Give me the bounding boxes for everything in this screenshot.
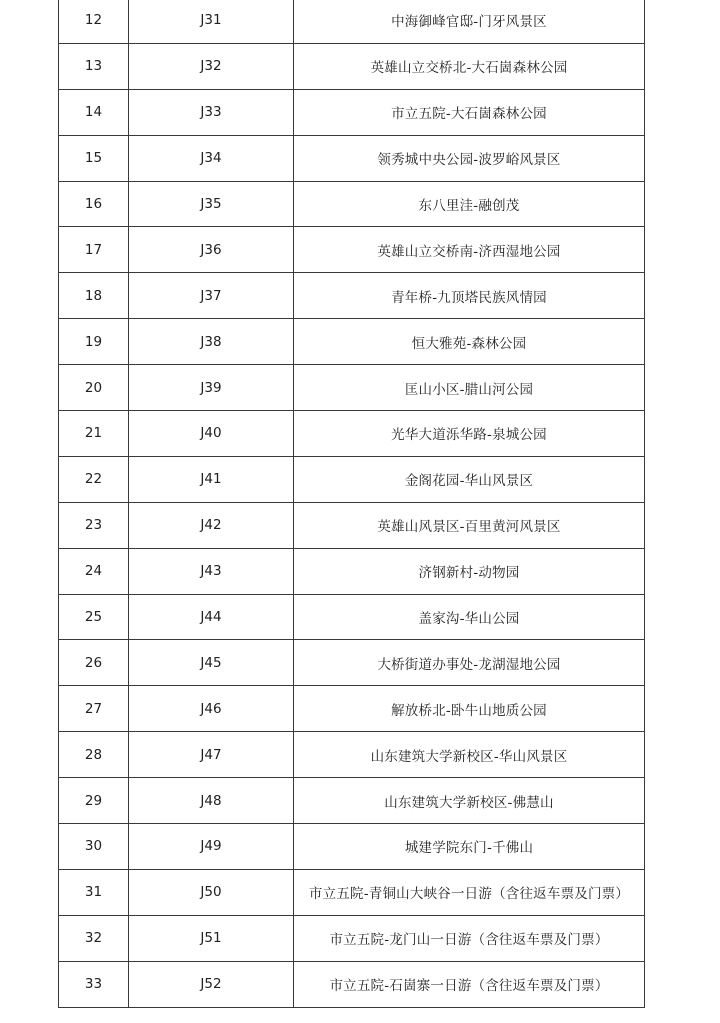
table-row	[59, 273, 645, 319]
row-number: 26	[59, 640, 129, 686]
route-code: J43	[129, 548, 294, 594]
table-row	[59, 869, 645, 915]
row-number: 33	[59, 961, 129, 1007]
row-number: 31	[59, 869, 129, 915]
row-number: 22	[59, 456, 129, 502]
route-name: 匡山小区-腊山河公园	[294, 365, 645, 411]
route-name: 解放桥北-卧牛山地质公园	[294, 686, 645, 732]
table-row	[59, 319, 645, 365]
route-name: 东八里洼-融创茂	[294, 181, 645, 227]
row-number: 28	[59, 732, 129, 778]
route-name: 济钢新村-动物园	[294, 548, 645, 594]
table-row	[59, 594, 645, 640]
route-code: J51	[129, 915, 294, 961]
table-row	[59, 89, 645, 135]
table-row	[59, 227, 645, 273]
row-number: 20	[59, 365, 129, 411]
route-table-body	[59, 0, 645, 1007]
route-name: 恒大雅苑-森林公园	[294, 319, 645, 365]
table-row	[59, 456, 645, 502]
route-name: 山东建筑大学新校区-佛慧山	[294, 778, 645, 824]
route-code: J46	[129, 686, 294, 732]
route-name: 英雄山风景区-百里黄河风景区	[294, 502, 645, 548]
row-number: 30	[59, 824, 129, 870]
route-table-container	[58, 0, 658, 1023]
route-code: J36	[129, 227, 294, 273]
route-code: J49	[129, 824, 294, 870]
table-row	[59, 0, 645, 43]
row-number: 15	[59, 135, 129, 181]
table-row	[59, 686, 645, 732]
route-code: J42	[129, 502, 294, 548]
route-code: J41	[129, 456, 294, 502]
table-row	[59, 365, 645, 411]
row-number: 14	[59, 89, 129, 135]
row-number: 27	[59, 686, 129, 732]
route-code: J37	[129, 273, 294, 319]
row-number: 21	[59, 411, 129, 457]
table-row	[59, 43, 645, 89]
route-code: J35	[129, 181, 294, 227]
route-code: J52	[129, 961, 294, 1007]
route-code: J33	[129, 89, 294, 135]
table-row	[59, 915, 645, 961]
route-code: J39	[129, 365, 294, 411]
row-number: 32	[59, 915, 129, 961]
route-name: 领秀城中央公园-波罗峪风景区	[294, 135, 645, 181]
table-row	[59, 411, 645, 457]
table-row	[59, 135, 645, 181]
route-code: J44	[129, 594, 294, 640]
row-number: 19	[59, 319, 129, 365]
route-name: 光华大道泺华路-泉城公园	[294, 411, 645, 457]
route-name: 青年桥-九顶塔民族风情园	[294, 273, 645, 319]
table-row	[59, 502, 645, 548]
row-number: 17	[59, 227, 129, 273]
table-row	[59, 548, 645, 594]
row-number: 12	[59, 0, 129, 43]
row-number: 13	[59, 43, 129, 89]
route-code: J45	[129, 640, 294, 686]
route-name: 城建学院东门-千佛山	[294, 824, 645, 870]
route-name: 盖家沟-华山公园	[294, 594, 645, 640]
route-name: 山东建筑大学新校区-华山风景区	[294, 732, 645, 778]
row-number: 29	[59, 778, 129, 824]
table-row	[59, 732, 645, 778]
row-number: 24	[59, 548, 129, 594]
route-name: 市立五院-青铜山大峡谷一日游（含往返车票及门票）	[294, 869, 645, 915]
row-number: 25	[59, 594, 129, 640]
route-code: J31	[129, 0, 294, 43]
route-code: J48	[129, 778, 294, 824]
route-code: J34	[129, 135, 294, 181]
table-row	[59, 181, 645, 227]
table-row	[59, 961, 645, 1007]
route-code: J50	[129, 869, 294, 915]
route-name: 市立五院-石崮寨一日游（含往返车票及门票）	[294, 961, 645, 1007]
route-name: 英雄山立交桥南-济西湿地公园	[294, 227, 645, 273]
row-number: 18	[59, 273, 129, 319]
route-name: 市立五院-龙门山一日游（含往返车票及门票）	[294, 915, 645, 961]
route-table	[58, 0, 645, 1008]
route-code: J47	[129, 732, 294, 778]
route-name: 大桥街道办事处-龙湖湿地公园	[294, 640, 645, 686]
route-code: J38	[129, 319, 294, 365]
route-name: 市立五院-大石崮森林公园	[294, 89, 645, 135]
table-row	[59, 640, 645, 686]
route-code: J32	[129, 43, 294, 89]
row-number: 16	[59, 181, 129, 227]
table-row	[59, 824, 645, 870]
route-code: J40	[129, 411, 294, 457]
table-row	[59, 778, 645, 824]
route-name: 中海御峰官邸-门牙风景区	[294, 0, 645, 43]
route-name: 英雄山立交桥北-大石崮森林公园	[294, 43, 645, 89]
row-number: 23	[59, 502, 129, 548]
route-name: 金阁花园-华山风景区	[294, 456, 645, 502]
